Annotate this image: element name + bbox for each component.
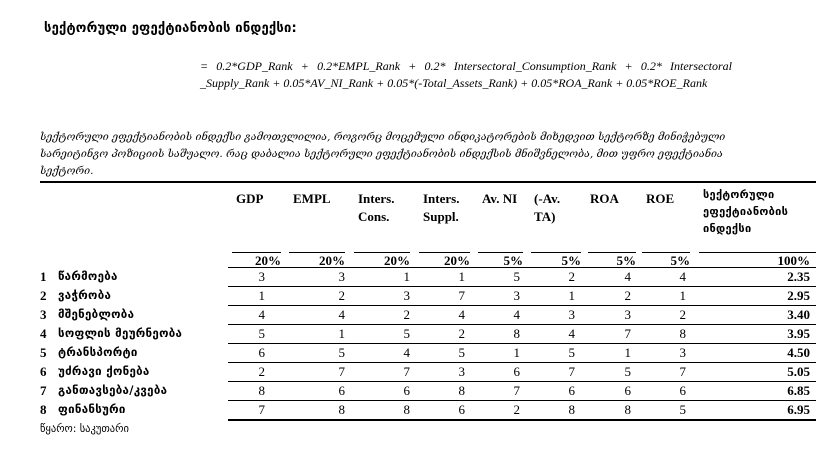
sector-name: სოფლის მეურნეობა [58, 326, 183, 340]
table-row [0, 344, 834, 363]
rank-cell: 2 [679, 307, 686, 322]
index-value-cell: 3.40 [787, 307, 810, 322]
rank-cell: 8 [679, 326, 686, 341]
rank-cell: 7 [258, 402, 265, 417]
rank-cell: 1 [338, 326, 345, 341]
rank-cell: 3 [338, 269, 345, 284]
rank-cell: 7 [568, 364, 575, 379]
rank-cell: 6 [258, 345, 265, 360]
rank-cell: 7 [338, 364, 345, 379]
table-row [0, 382, 834, 401]
source-note: წყარო: საკუთარი [40, 423, 129, 435]
index-value-cell: 2.35 [787, 269, 810, 284]
rank-cell: 2 [624, 288, 631, 303]
row-number: 6 [40, 364, 47, 379]
weight-total: 100% [777, 253, 810, 268]
rank-cell: 8 [624, 402, 631, 417]
rank-cell: 6 [568, 383, 575, 398]
table-row [0, 325, 834, 344]
rank-cell: 6 [624, 383, 631, 398]
header-sector-index: სექტორული ეფექტიანობის ინდექსი [703, 188, 789, 235]
rank-cell: 8 [403, 402, 410, 417]
rank-cell: 4 [458, 307, 465, 322]
table-row [0, 401, 834, 420]
rank-cell: 6 [338, 383, 345, 398]
rank-cell: 1 [258, 288, 265, 303]
weights-row [0, 252, 834, 267]
rank-cell: 5 [458, 345, 465, 360]
rank-cell: 1 [513, 345, 520, 360]
header-inters-suppl: Inters. Suppl. [423, 191, 460, 224]
weight-total-assets: 5% [561, 253, 581, 268]
rank-cell: 2 [513, 402, 520, 417]
weight-empl: 20% [319, 253, 345, 268]
rank-cell: 5 [679, 402, 686, 417]
rank-cell: 1 [458, 269, 465, 284]
weight-av-ni: 5% [503, 253, 523, 268]
table-row [0, 287, 834, 306]
rank-cell: 2 [403, 307, 410, 322]
row-number: 1 [40, 269, 47, 284]
table-row [0, 306, 834, 325]
rank-cell: 5 [403, 326, 410, 341]
weight-inters-suppl: 20% [444, 253, 470, 268]
rank-cell: 1 [403, 269, 410, 284]
rank-cell: 5 [568, 345, 575, 360]
table-top-rule [40, 181, 816, 183]
rank-cell: 1 [624, 345, 631, 360]
index-value-cell: 3.95 [787, 326, 810, 341]
sector-name: უძრავი ქონება [58, 364, 150, 378]
row-number: 8 [40, 402, 47, 417]
rank-cell: 5 [624, 364, 631, 379]
index-value-cell: 5.05 [787, 364, 810, 379]
rank-cell: 4 [624, 269, 631, 284]
rank-cell: 1 [568, 288, 575, 303]
rank-cell: 8 [338, 402, 345, 417]
rank-cell: 8 [458, 383, 465, 398]
header-total-assets: (-Av. TA) [534, 191, 561, 224]
index-value-cell: 4.50 [787, 345, 810, 360]
rank-cell: 4 [258, 307, 265, 322]
page-title: სექტორული ეფექტიანობის ინდექსი: [44, 21, 297, 36]
table-row [0, 268, 834, 287]
rank-cell: 7 [458, 288, 465, 303]
rank-cell: 6 [679, 383, 686, 398]
rank-cell: 3 [624, 307, 631, 322]
rank-cell: 6 [458, 402, 465, 417]
rank-cell: 7 [513, 383, 520, 398]
rank-cell: 3 [403, 288, 410, 303]
sector-name: ტრანსპორტი [58, 345, 138, 359]
rank-cell: 4 [403, 345, 410, 360]
rank-cell: 1 [679, 288, 686, 303]
row-number: 2 [40, 288, 47, 303]
header-inters-cons: Inters. Cons. [358, 191, 395, 224]
rank-cell: 3 [513, 288, 520, 303]
rank-cell: 5 [258, 326, 265, 341]
rank-cell: 7 [679, 364, 686, 379]
rank-cell: 7 [624, 326, 631, 341]
weight-roe: 5% [670, 253, 690, 268]
rank-cell: 8 [568, 402, 575, 417]
rank-cell: 5 [338, 345, 345, 360]
rank-cell: 4 [568, 326, 575, 341]
rank-cell: 3 [458, 364, 465, 379]
weight-roa: 5% [616, 253, 636, 268]
weight-gdp: 20% [255, 253, 281, 268]
rank-cell: 6 [403, 383, 410, 398]
index-value-cell: 6.95 [787, 402, 810, 417]
rank-cell: 3 [258, 269, 265, 284]
weight-inters-cons: 20% [384, 253, 410, 268]
rank-cell: 4 [513, 307, 520, 322]
sector-name: ფინანსური [58, 402, 126, 416]
rank-cell: 7 [403, 364, 410, 379]
rank-cell: 2 [458, 326, 465, 341]
header-roa: ROA [590, 191, 619, 206]
index-value-cell: 2.95 [787, 288, 810, 303]
row-number: 7 [40, 383, 47, 398]
row-number: 5 [40, 345, 47, 360]
index-formula: = 0.2*GDP_Rank + 0.2*EMPL_Rank + 0.2* Intersectoral_Consumption_Rank + 0.2* Intersectoral _Supply_Rank + 0.05*AV_NI_Rank + 0.05*(-Total_Assets_Rank) + 0.05*ROA_Rank + 0.05*ROE_Rank [200, 59, 732, 90]
rank-cell: 6 [513, 364, 520, 379]
sector-name: მშენებლობა [58, 307, 135, 321]
header-roe: ROE [646, 191, 675, 206]
row-number: 3 [40, 307, 47, 322]
index-value-cell: 6.85 [787, 383, 810, 398]
row-number: 4 [40, 326, 47, 341]
rank-cell: 8 [258, 383, 265, 398]
rank-cell: 2 [258, 364, 265, 379]
rank-cell: 4 [338, 307, 345, 322]
rank-cell: 4 [679, 269, 686, 284]
rank-cell: 3 [568, 307, 575, 322]
rank-cell: 8 [513, 326, 520, 341]
sector-name: განთავსება/კვება [58, 383, 168, 397]
rank-cell: 3 [679, 345, 686, 360]
rank-cell: 2 [338, 288, 345, 303]
header-empl: EMPL [293, 191, 331, 206]
sector-name: წარმოება [58, 269, 118, 283]
header-gdp: GDP [236, 191, 264, 206]
table-row [0, 363, 834, 382]
sector-name: ვაჭრობა [58, 288, 112, 302]
index-description: სექტორული ეფექტიანობის ინდექსი გამოთვლილია, როგორც მოცემული ინდიკატორების მიხედვით სექტორზე მინიჭებული სარეიტინგო პოზიციის საშუალო. რაც დაბალია სექტორული ეფექტიანობის ინდექსის მნიშვნელობა, მით უფრო ეფექტიანია სექტორი. [40, 131, 726, 177]
header-av-ni: Av. NI [482, 191, 518, 206]
row-divider [228, 419, 816, 421]
rank-cell: 5 [513, 269, 520, 284]
rank-cell: 2 [568, 269, 575, 284]
